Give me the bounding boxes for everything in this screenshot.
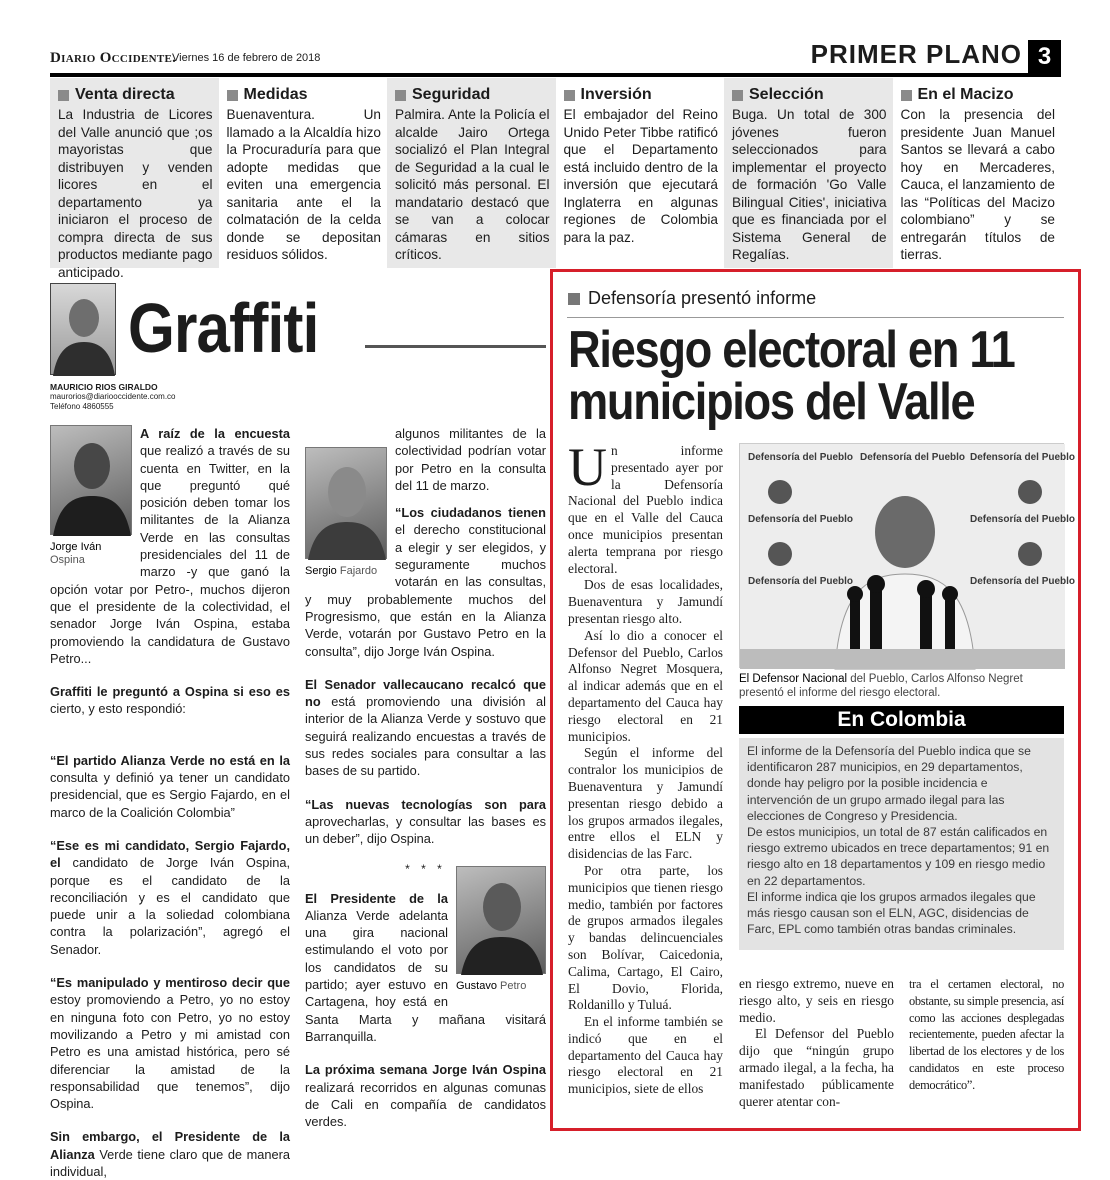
lead-in: Graffiti le preguntó a Ospina si eso es xyxy=(50,684,290,700)
brief-title: Medidas xyxy=(243,86,308,103)
paragraph xyxy=(50,837,290,958)
brief-text: Buenaventura. Un llamado a la Alcaldía hizo la Procuraduría para que adopte medidas que eviten una emergencia sanitaria ante el la colmatación de la celda donde se depositan residuos sólidos. xyxy=(226,107,381,262)
article-paragraph: El Defensor del Pueblo dijo que “ningún grupo armado ilegal, a la fecha, ha manifestado públicamente querer atentar con- xyxy=(739,1026,894,1109)
author-email: maurorios@diariooccidente.com.co xyxy=(50,392,176,401)
brief-text: El embajador del Reino Unido Peter Tibbe ratificó que el Departamento está incluido dentro de la inversión que ejecutará Inglaterra en algunas regiones de Colombia para la paz. xyxy=(563,107,718,245)
author-name: MAURICIO RIOS GIRALDO xyxy=(50,382,158,392)
photo-caption xyxy=(739,672,1064,700)
backdrop-logo-text: Defensoría del Pueblo xyxy=(860,452,966,463)
box-paragraph: El informe de la Defensoría del Pueblo indica que se identificaron 287 municipios, en 29 departamentos, donde hay peligro por la posible incidencia e intervención de un grupo armado ilegal para las elecciones de Congreso y Presidencia. xyxy=(747,744,1031,823)
article-paragraph: Así lo dio a conocer el Defensor del Pueblo, Carlos Alfonso Negret Mosquera, al indicar además que en el departamento del Cauca hay riesgo electoral en 21 municipios. xyxy=(568,627,723,744)
box-paragraph: De estos municipios, un total de 87 están calificados en riesgo extremo ubicados en trece departamentos; 91 en riesgo alto en 18 departamentos y 109 en riesgo medio en 22 departamentos. xyxy=(747,825,1050,888)
sergio-fajardo-photo xyxy=(305,447,387,559)
paragraph-text: está promoviendo una división al interior de la Alianza Verde y sostuvo que seguirá realizando encuestas a través de sus redes sociales para consultar a las bases de su partido. xyxy=(305,694,546,779)
section-title: PRIMER PLANO xyxy=(810,39,1022,69)
author-phone: Teléfono 4860555 xyxy=(50,402,114,411)
article-paragraph: En el informe también se indicó que en el departamento del Cauca hay riesgo electoral en 21 municipios, siete de ellos xyxy=(568,1014,723,1097)
caption-name: Jorge Iván xyxy=(50,541,102,553)
caption-lead: El Defensor Nacional xyxy=(739,673,848,685)
newspaper-name: Diario Occidente. xyxy=(50,50,177,66)
lead-in: “Es manipulado y mentiroso decir que xyxy=(50,975,290,991)
backdrop-logo-text: Defensoría del Pueblo xyxy=(748,576,854,587)
article-paragraph: tra el certamen electoral, no obstante, su simple presencia, así como las acciones desplegadas recientemente, pueden afectar la libertad de los electores y de los candidatos en este proceso democrático”. xyxy=(909,977,1064,1092)
graffiti-text-column-2 xyxy=(305,425,546,1130)
square-bullet-icon xyxy=(395,90,406,101)
brief-text: La Industria de Licores del Valle anunció que ;os mayoristas que distribuyen y venden licores en el departamento ya iniciaron el proceso de compra directa de sus productos mediante pago anticipado. xyxy=(58,107,213,280)
headline-line: Riesgo electoral en 11 xyxy=(568,321,1015,379)
person-silhouette-icon xyxy=(457,867,547,975)
graffiti-text-column-1 xyxy=(50,425,290,1180)
paragraph xyxy=(305,890,546,1046)
backdrop-logo-text: Defensoría del Pueblo xyxy=(748,452,854,463)
article-paragraph: Dos de esas localidades, Buenaventura y Jamundí presentan riesgo alto. xyxy=(568,577,723,626)
paragraph-text: estoy promoviendo a Petro, yo no estoy en ninguna foto con Petro, yo no estoy movilizando a Petro y mi amistad con Petro es una amistad histórica, pero sé diferenciar la amistad de la responsabilidad que tenemos”, dijo Ospina. xyxy=(50,992,290,1112)
paragraph-text: que realizó a través de su cuenta en Twitter, en la que preguntó qué posición deben tomar los militantes de la Alianza Verde en las consultas presidenciales del 11 de marzo -y que ganó la opción votar por Petro-, muchos dijeron que el presidente de la colectividad, el senador Jorge Iván Ospina, estaba promoviendo la candidatura de Gustavo Petro... xyxy=(50,443,290,666)
title-rule xyxy=(365,345,546,348)
brief-text: Palmira. Ante la Policía el alcalde Jairo Ortega socializó el Plan Integral de Seguridad a la cual le solicitó más personal. El mandatario destacó que se van a colocar cámaras en sitios críticos. xyxy=(395,107,550,262)
backdrop-logo-text: Defensoría del Pueblo xyxy=(970,514,1076,525)
photo-figure xyxy=(305,447,387,578)
article-kicker: Defensoría presentó informe xyxy=(588,288,817,308)
paragraph-text: cierto, y esto respondió: xyxy=(50,701,186,717)
paragraph-text: Verde tiene claro que de manera individual, xyxy=(50,1146,290,1179)
article-paragraph: Por otra parte, los municipios que tienen riesgo medio, también por factores de grupos armados ilegales y bandas delincuenciales son Bolívar, Caicedonia, Calima, Cartago, El Cairo, El Dovio, Florida, Roldanillo y Tuluá. xyxy=(568,862,723,1013)
press-conference-illustration xyxy=(740,444,1076,669)
lead-in: El Presidente de la xyxy=(305,890,448,906)
article-paragraph: Según el informe del contralor los municipios de Buenaventura y Jamundí presentan riesgo debido a los grupos armados ilegales, entre ellos el ELN y disidencias de las Farc. xyxy=(568,745,723,862)
paragraph-text: el derecho constitucional a elegir y ser elegidos, y seguramente muchos votarán en las consultas, y muy probablemente muchos del Progresismo, que están en la Alianza Verde, votarán por Gustavo Petro en la consulta”, dijo Jorge Iván Ospina. xyxy=(305,522,546,659)
paragraph xyxy=(305,425,546,660)
square-bullet-icon xyxy=(58,90,69,101)
caption-name: Gustavo xyxy=(456,979,497,992)
brief xyxy=(893,78,1062,268)
caption-text: del Pueblo, Carlos Alfonso Negret presentó el informe del riesgo electoral. xyxy=(739,673,1023,699)
issue-date: Viernes 16 de febrero de 2018 xyxy=(172,52,321,64)
box-paragraph: El informe indica qie los grupos armados ilegales que más riesgo causan son el ELN, AGC, disidencias de Farc, EPL como también otras bandas criminales. xyxy=(747,889,1036,937)
column-title: Graffiti xyxy=(128,289,319,367)
backdrop-logo-text: Defensoría del Pueblo xyxy=(970,576,1076,587)
news-briefs xyxy=(50,78,1061,280)
paragraph xyxy=(50,683,290,718)
paragraph xyxy=(50,752,290,821)
kicker-rule xyxy=(567,317,1064,318)
drop-cap: U xyxy=(568,437,607,497)
square-bullet-icon xyxy=(568,293,580,305)
article-paragraph xyxy=(568,437,723,577)
separator-stars: * * * xyxy=(405,861,446,876)
person-silhouette-icon xyxy=(306,448,388,560)
paragraph-text: Alianza Verde adelanta una gira nacional estimulando el voto por los candidatos de su partido; ayer estuvo en Cartagena, hoy está en Santa Marta y mañana visitará Barranquilla. xyxy=(305,907,546,1044)
brief-text: Buga. Un total de 300 jóvenes fueron seleccionados para implementar el proyecto de formación 'Go Valle Bilingual Cities', iniciativa que es financiada por el Sistema General de Regalías. xyxy=(732,107,887,262)
brief-title: Inversión xyxy=(580,86,652,103)
graffiti-column xyxy=(50,283,546,1179)
paragraph xyxy=(50,1128,290,1180)
featured-article xyxy=(550,269,1081,1131)
jorge-ivan-ospina-photo xyxy=(50,425,132,535)
brief xyxy=(50,78,219,280)
backdrop-logo-text: Defensoría del Pueblo xyxy=(970,452,1076,463)
person-silhouette-icon xyxy=(51,284,117,376)
square-bullet-icon xyxy=(564,90,575,101)
lead-in: La próxima semana Jorge Iván Ospina xyxy=(305,1062,546,1078)
paragraph xyxy=(50,425,290,667)
brief xyxy=(219,78,388,268)
article-column-2 xyxy=(739,976,894,1110)
lead-in: “Las nuevas tecnologías son para xyxy=(305,796,546,812)
caption-last: Ospina xyxy=(50,554,85,566)
brief xyxy=(724,78,893,268)
paragraph-text: aprovecharlas, y consultar las bases es un deber”, dijo Ospina. xyxy=(305,813,546,847)
press-conference-photo xyxy=(739,443,1076,668)
sidebar-box-title: En Colombia xyxy=(739,706,1064,734)
backdrop-logo-text: Defensoría del Pueblo xyxy=(748,514,854,525)
headline-line: municipios del Valle xyxy=(568,373,975,431)
article-paragraph: en riesgo extremo, nueve en riesgo alto, y seis en riesgo medio. xyxy=(739,976,894,1025)
photo-figure xyxy=(456,866,546,993)
lead-in: “Los ciudadanos tienen xyxy=(395,505,546,521)
paragraph-text: consulta y definió ya tener un candidato presidencial, que es Sergio Fajardo, en el marco de la Coalición Colombia” xyxy=(50,770,290,820)
photo-figure xyxy=(50,425,132,567)
lead-in: “El partido Alianza Verde no está en la xyxy=(50,752,290,768)
paragraph xyxy=(305,1061,546,1130)
lead-in: A raíz de la encuesta xyxy=(140,426,290,441)
paragraph xyxy=(305,676,546,780)
brief-text: Con la presencia del presidente Juan Manuel Santos se llevará a cabo hoy en Mercaderes, Cauca, el lanzamiento de las “Políticas del Macizo colombiano” y se entregarán títulos de tierras. xyxy=(900,107,1055,262)
article-column-3 xyxy=(909,976,1064,1094)
lead-in: “Ese es mi candidato, Sergio Fajardo, el xyxy=(50,837,290,871)
paragraph-text: realizará recorridos en algunas comunas de Cali en compañía de candidatos verdes. xyxy=(305,1079,546,1130)
gustavo-petro-photo xyxy=(456,866,546,974)
brief xyxy=(387,78,556,268)
lead-in: El Senador vallecaucano recalcó que no xyxy=(305,676,546,710)
square-bullet-icon xyxy=(227,90,238,101)
paragraph-text: candidato de Jorge Iván Ospina, porque es el candidato de la reconciliación y es el candidato que puede unir a la soliedad colombiana contra la polarización”, agregó el Senador. xyxy=(50,855,290,957)
brief-title: Selección xyxy=(749,86,824,103)
header-rule xyxy=(50,73,1061,77)
brief xyxy=(556,78,725,268)
brief-title: En el Macizo xyxy=(917,86,1014,103)
paragraph xyxy=(305,796,546,848)
caption-last: Petro xyxy=(500,979,527,992)
person-silhouette-icon xyxy=(51,426,133,536)
paragraph xyxy=(50,974,290,1112)
lead-in: Sin embargo, el Presidente de la Alianza xyxy=(50,1129,290,1162)
sidebar-box xyxy=(739,738,1064,950)
brief-title: Seguridad xyxy=(412,86,491,103)
square-bullet-icon xyxy=(732,90,743,101)
page-number: 3 xyxy=(1028,40,1061,73)
brief-title: Venta directa xyxy=(75,86,175,103)
paragraph-text: n informe presentado ayer por la Defensoría Nacional del Pueblo indica que en el Valle del Cauca once municipios presentan alerta temprana por riesgo electoral. xyxy=(568,443,723,576)
article-headline xyxy=(568,321,1015,431)
paragraph-text: algunos militantes de la colectividad podrían votar por Petro en la consulta del 11 de marzo. xyxy=(395,426,546,493)
caption-last: Fajardo xyxy=(339,565,378,577)
article-column-1 xyxy=(568,437,723,1098)
square-bullet-icon xyxy=(901,90,912,101)
caption-name: Sergio xyxy=(305,565,337,577)
author-photo xyxy=(50,283,116,375)
